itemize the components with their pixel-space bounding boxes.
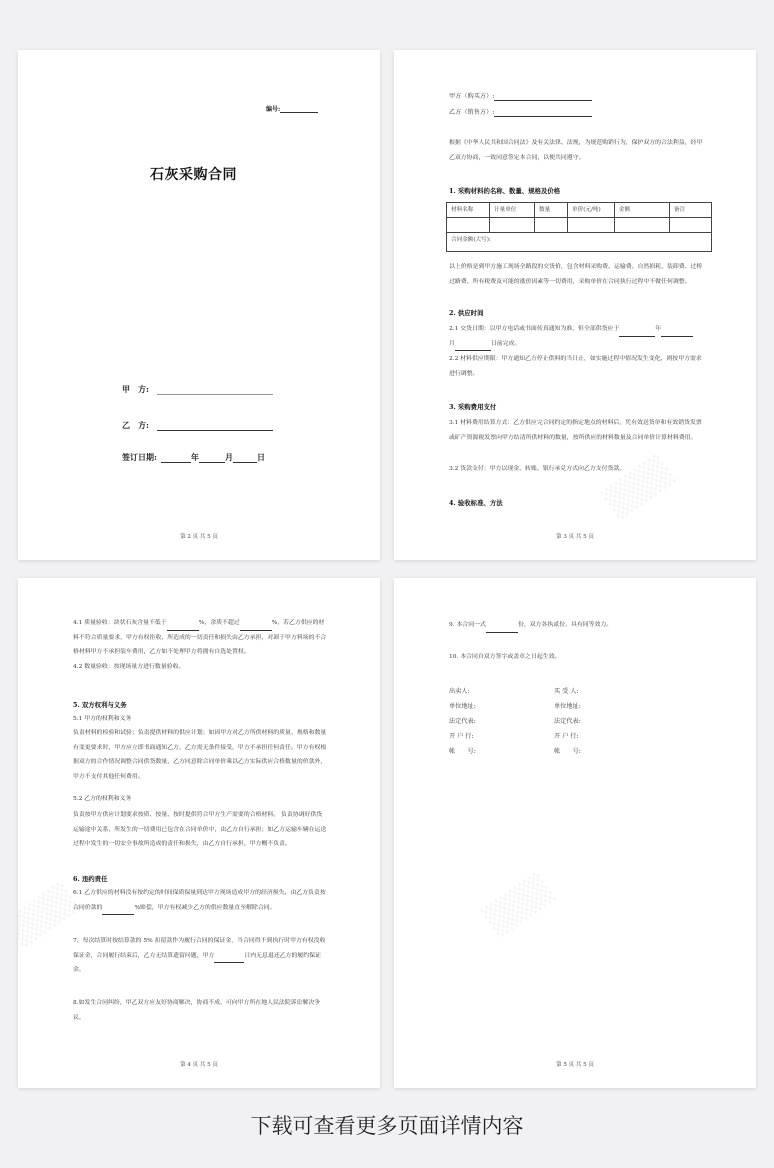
section-8: 8.如发生合同纠纷，甲乙双方应友好协商解决，协商不成，可向甲方所在地人民法院诉讼解决争议。 xyxy=(73,1000,321,1021)
watermark xyxy=(18,881,81,949)
buyer-signature-block xyxy=(554,684,581,759)
page-footer: 第 3 页 共 5 页 xyxy=(556,534,594,540)
seller-field-account: 帐 号: xyxy=(449,748,476,755)
download-caption: 下载可查看更多页面详情内容 xyxy=(250,1114,524,1138)
delivery-day-text: 日前完成。 xyxy=(490,340,521,347)
delivery-month-label: 月 xyxy=(449,340,455,347)
seller-field-address: 单位地址: xyxy=(449,703,476,710)
table-cell xyxy=(490,218,535,233)
table-header-cell: 单价(元/吨) xyxy=(568,203,615,218)
party-a-field xyxy=(122,384,273,395)
copies-text-b: 份，双方各执贰份，具有同等效力。 xyxy=(517,622,613,628)
buyer-field-bank: 开 户 行: xyxy=(554,733,579,740)
delivery-month-blank xyxy=(661,329,693,337)
section-9 xyxy=(449,618,706,633)
party-b-field xyxy=(122,420,273,431)
table-cell xyxy=(615,218,670,233)
buyer-field-representative: 法定代表: xyxy=(554,718,581,725)
seller-field xyxy=(449,108,592,117)
section-5-2-text: 负责按甲方供应计划要求按质、按量、按时提供符合甲方生产需要的合格材料。 负责协调好供货运输途中关系，所发生的一切费用已包含在合同单价中，由乙方自行承担；如乙方运输车辆在运送过程中发生的一切安全事故所造成的责任和损失，由乙方自行承担，甲方概不负责。 xyxy=(73,812,327,847)
delivery-day-blank xyxy=(455,343,491,351)
table-header-cell: 数量 xyxy=(535,203,568,218)
quality-text-c: %，若乙方供应的材料不符合质量要求，甲方有权拒收，所造成的一切责任和损失由乙方承担，对卸于甲方料场的不合格材料甲方不承担装车费用，乙方如不处理甲方将拥有自选处置权。 xyxy=(73,620,327,655)
table-header-cell: 材料名称 xyxy=(447,203,490,218)
quality-text-b: %，余质不超过 xyxy=(198,620,240,626)
page-footer: 第 4 页 共 5 页 xyxy=(180,1062,218,1068)
compensation-blank xyxy=(102,907,134,915)
deposit-text-a: 7、每次结算时按结算款的 5% 扣留款作为履行合同的保证金，当合同得不到执行时甲方有权没收保证金，合同履行结束后，乙方无结算遗留问题，甲方 xyxy=(73,938,326,959)
intro-paragraph: 根据《中华人民共和国合同法》及有关法律、法规，为规范购销行为，保护双方的合法利益，经甲乙双方协商，一致同意签定本合同，以便共同遵守。 xyxy=(449,140,703,161)
table-total-row xyxy=(447,233,712,252)
delivery-date-text: 2.1 交货日期：以甲方电话或书面传真通知为准，但全部供货应于 xyxy=(449,326,620,332)
party-b-label: 乙 方: xyxy=(122,420,149,430)
buyer-field xyxy=(449,92,592,101)
buyer-blank xyxy=(494,93,592,101)
year-blank xyxy=(161,455,191,463)
contract-page-cover xyxy=(18,50,380,560)
lime-content-blank xyxy=(167,623,199,631)
table-header-row xyxy=(447,203,712,218)
party-a-blank xyxy=(157,387,273,395)
year-label: 年 xyxy=(190,452,199,462)
section-4-2: 4.2 数量验收：按现场量方进行数量验收。 xyxy=(73,664,185,670)
contract-page-3 xyxy=(18,578,380,1088)
contract-page-2 xyxy=(394,50,756,560)
seller-field-representative: 法定代表: xyxy=(449,718,476,725)
section-4-1 xyxy=(73,616,328,660)
table-header-cell: 备注 xyxy=(670,203,712,218)
deposit-text-b: 日内无息退还乙方的履约保证金。 xyxy=(73,952,321,973)
party-b-blank xyxy=(157,423,273,431)
buyer-field-name: 买 受 人: xyxy=(554,688,579,695)
day-label: 日 xyxy=(256,452,265,462)
materials-table xyxy=(446,202,712,252)
refund-days-blank xyxy=(214,955,244,963)
table-cell xyxy=(535,218,568,233)
copies-blank xyxy=(486,625,518,633)
section-1-heading: 1. 采购材料的名称、数量、规格及价格 xyxy=(449,187,561,195)
section-7 xyxy=(73,934,328,978)
section-5-1-text: 负责材料的检验和试验；负责提供材料的供应计划；如因甲方对乙方所供材料的质量、规格和数量有变更要求时，甲方应立即书面通知乙方，乙方需无条件接受，甲方不承担任何责任。甲方有权根据双方的合作情况调整合同供货数量，乙方同意除合同单价乘以乙方实际供应合格数量的价款外，甲方不支付其他任何费用。 xyxy=(73,730,327,780)
table-total-cell: 合同金额(大写): xyxy=(447,233,712,252)
section-6-heading: 6. 违约责任 xyxy=(73,875,108,883)
breach-text-b: %赔偿，甲方有权减少乙方的供应数量直至解除合同。 xyxy=(134,904,276,911)
table-row xyxy=(447,218,712,233)
section-10: 10. 本合同自双方签字或盖章之日起生效。 xyxy=(449,654,561,660)
section-4-heading: 4. 验收标准、方法 xyxy=(449,499,503,507)
section-5-heading: 5. 双方权利与义务 xyxy=(73,701,127,709)
section-3-2: 3.2 货款支付：甲方以现金、转账、银行承兑方式向乙方支付货款。 xyxy=(449,466,626,472)
section-6-1 xyxy=(73,886,328,915)
impurity-blank xyxy=(240,623,272,631)
sign-date-field xyxy=(122,452,265,463)
page-footer: 第 2 页 共 5 页 xyxy=(180,534,218,540)
table-header-cell: 计量单位 xyxy=(490,203,535,218)
contract-number-blank xyxy=(280,105,318,113)
contract-number-label: 编号: xyxy=(266,106,281,113)
section-3-1: 3.1 材料费用结算方式：乙方供应完合同约定的指定地点的材料后，凭有效送货单和有效销货发票或矿产资源税发票向甲方结清所供材料的数量，按所供应的材料数量及合同单价计算材料费用。 xyxy=(449,420,702,441)
copies-text-a: 9. 本合同一式 xyxy=(449,622,486,628)
section-2-heading: 2. 供应时间 xyxy=(449,309,484,317)
price-note: 以上价格是到甲方施工现场全路段的交货价，包含材料采购费、运输费、自然损耗、装卸费、过桥过路费、所有税费及可能的涨价因素等一切费用，采购单价在合同执行过程中不做任何调整。 xyxy=(449,264,703,285)
watermark xyxy=(480,871,557,939)
document-title: 石灰采购合同 xyxy=(150,167,237,183)
table-cell xyxy=(670,218,712,233)
buyer-label: 甲方（购买方）: xyxy=(449,93,495,100)
section-3-heading: 3. 采购费用支付 xyxy=(449,403,497,411)
delivery-year-label: 年 xyxy=(655,326,662,332)
buyer-field-address: 单位地址: xyxy=(554,703,581,710)
section-2-1 xyxy=(449,322,706,351)
section-2-2: 2.2 材料供应期限：甲方通知乙方停止供料的当日止，如实施过程中情况发生变化，则按甲方需求进行调整。 xyxy=(449,356,702,377)
quality-text-a: 4.1 质量验收：块状石灰含量不低于 xyxy=(73,620,167,626)
month-label: 月 xyxy=(224,452,233,462)
buyer-field-account: 帐 号: xyxy=(554,748,581,755)
seller-field-bank: 开 户 行: xyxy=(449,733,474,740)
table-cell xyxy=(568,218,615,233)
delivery-year-blank xyxy=(619,329,655,337)
seller-signature-block xyxy=(449,684,476,759)
sign-date-label: 签订日期: xyxy=(122,452,157,462)
contract-page-4 xyxy=(394,578,756,1088)
seller-field-name: 出卖人: xyxy=(449,688,470,695)
page-footer: 第 5 页 共 5 页 xyxy=(556,1062,594,1068)
seller-blank xyxy=(494,109,592,117)
section-5-1-heading: 5.1 甲方的权利和义务 xyxy=(73,716,132,722)
table-cell xyxy=(447,218,490,233)
table-header-cell: 金额 xyxy=(615,203,670,218)
month-blank xyxy=(199,455,225,463)
breach-text-a: 6.1 乙方供应的材料没有按约定的时间保质保量到达甲方现场造成甲方的经济损失，由乙方负责按合同价款的 xyxy=(73,890,326,911)
party-a-label: 甲 方: xyxy=(122,384,149,394)
day-blank xyxy=(233,455,257,463)
contract-number-field xyxy=(266,104,318,113)
seller-label: 乙方（销售方）: xyxy=(449,109,495,116)
section-5-2-heading: 5.2 乙方的权利和义务 xyxy=(73,796,132,802)
